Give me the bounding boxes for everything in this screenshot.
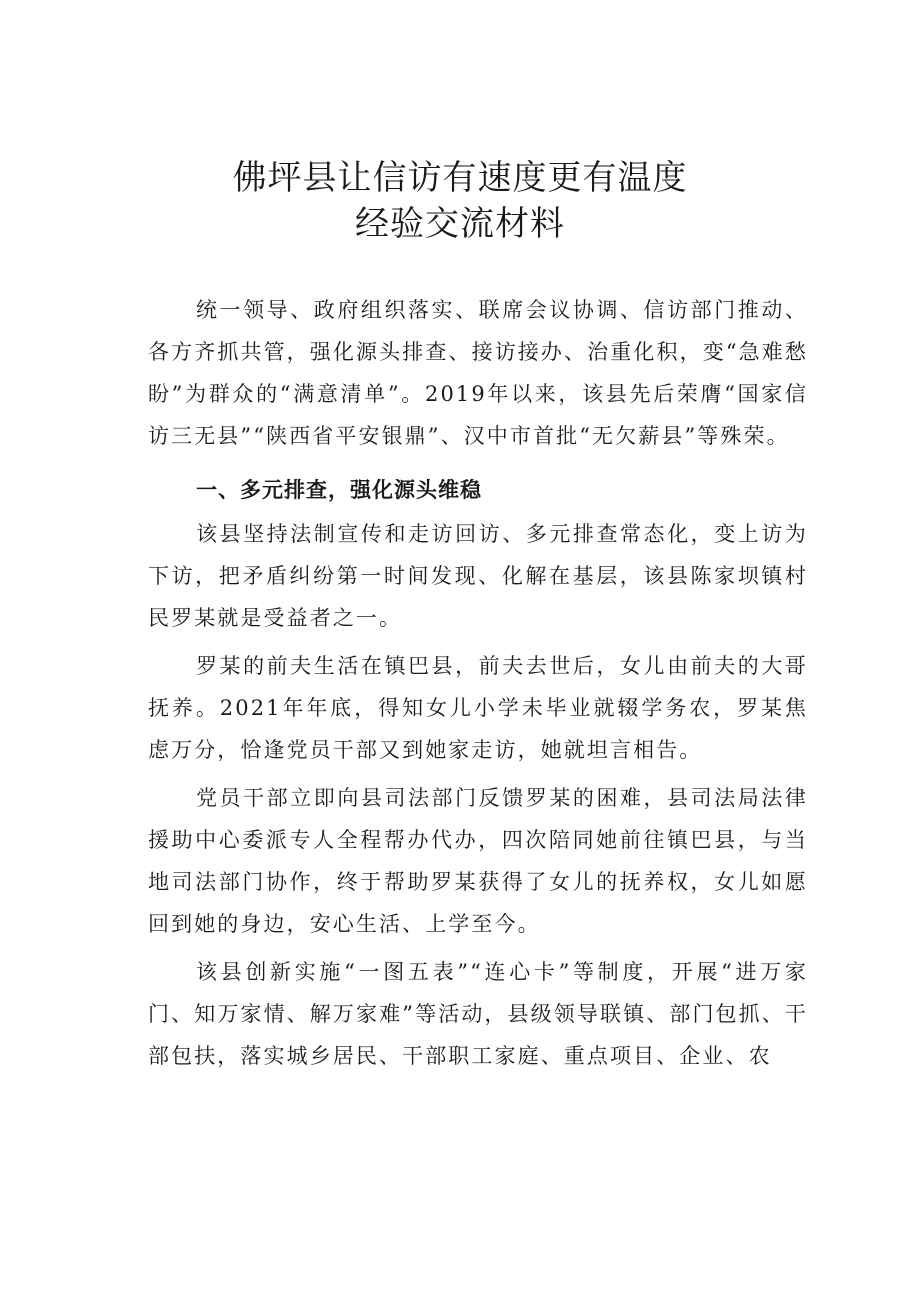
document-title-line2: 经验交流材料 (355, 204, 565, 244)
body-paragraph: 该县创新实施“一图五表”“连心卡”等制度，开展“进万家门、知万家情、解万家难”等活动，县级领导联镇、部门包抓、干部包扶，落实城乡居民、干部职工家庭、重点项目、企业、农 (148, 960, 808, 1068)
section-heading: 一、多元排查，强化源头维稳 (196, 478, 482, 502)
body-paragraph: 党员干部立即向县司法部门反馈罗某的困难，县司法局法律援助中心委派专人全程帮办代办，四次陪同她前往镇巴县，与当地司法部门协作，终于帮助罗某获得了女儿的抚养权，女儿如愿回到她的身边，安心生活、上学至今。 (148, 786, 808, 936)
document-body (148, 289, 808, 1077)
intro-paragraph: 统一领导、政府组织落实、联席会议协调、信访部门推动、各方齐抓共管，强化源头排查、接访接办、治重化积，变“急难愁盼”为群众的“满意清单”。2019年以来，该县先后荣膺“国家信访三无县”“陕西省平安银鼎”、汉中市首批“无欠薪县”等殊荣。 (148, 298, 808, 448)
body-paragraph: 罗某的前夫生活在镇巴县，前夫去世后，女儿由前夫的大哥抚养。2021年年底，得知女儿小学未毕业就辍学务农，罗某焦虑万分，恰逢党员干部又到她家走访，她就坦言相告。 (148, 654, 808, 762)
body-paragraph: 该县坚持法制宣传和走访回访、多元排查常态化，变上访为下访，把矛盾纠纷第一时间发现、化解在基层，该县陈家坝镇村民罗某就是受益者之一。 (148, 522, 808, 630)
document-title-line1: 佛坪县让信访有速度更有温度 (232, 158, 688, 198)
